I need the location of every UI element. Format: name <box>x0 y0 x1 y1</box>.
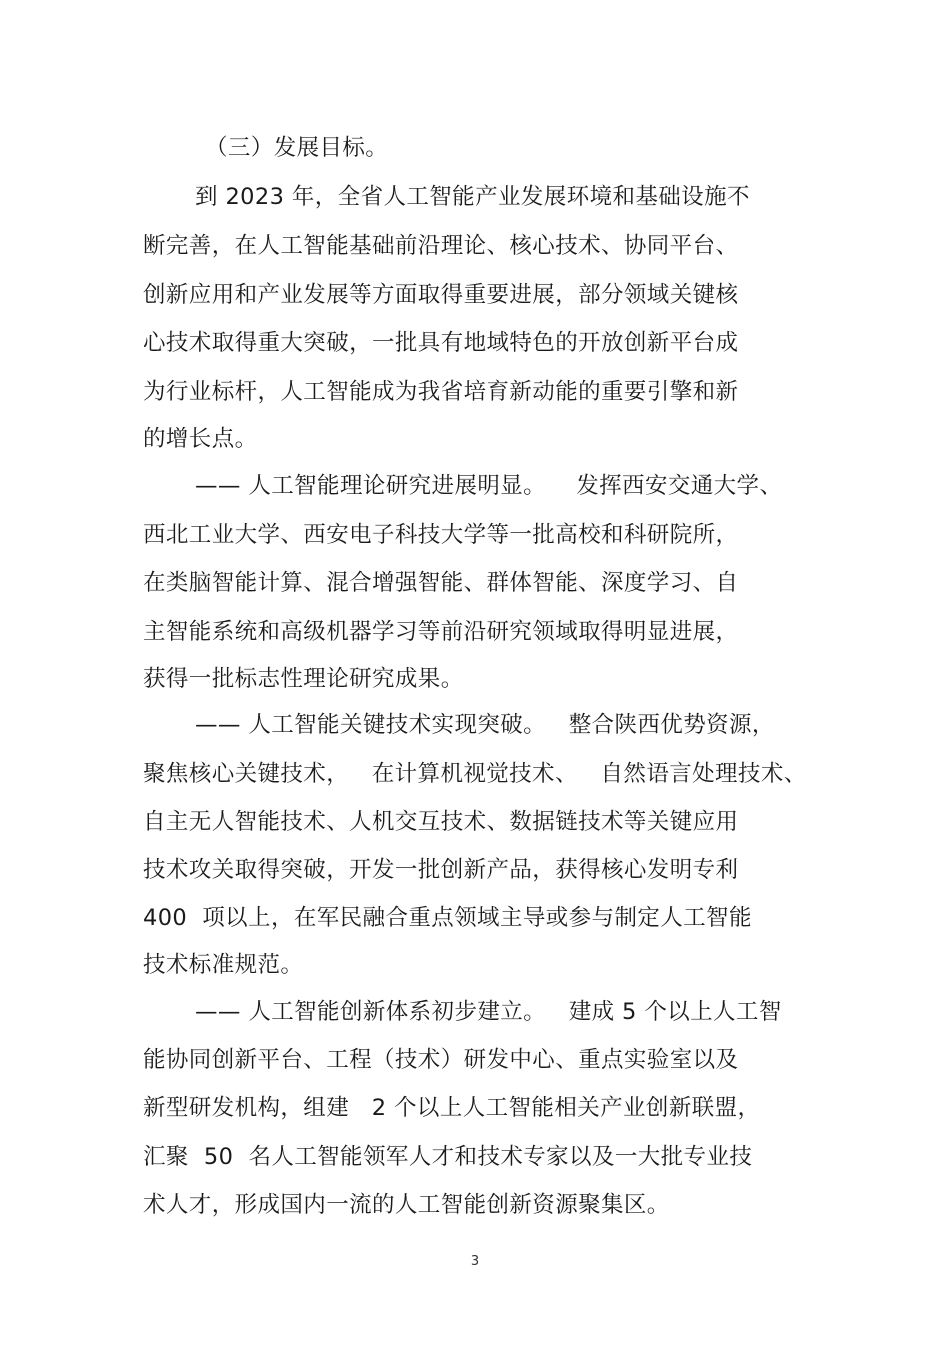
paragraph-line: —— 人工智能关键技术实现突破。 整合陕西优势资源， <box>195 712 775 738</box>
paragraph-line: 汇聚 50 名人工智能领军人才和技术专家以及一大批专业技 <box>143 1144 753 1170</box>
paragraph-line: 在类脑智能计算、混合增强智能、群体智能、深度学习、自 <box>143 570 739 596</box>
section-heading: （三）发展目标。 <box>205 135 389 161</box>
paragraph-line: 断完善，在人工智能基础前沿理论、核心技术、协同平台、 <box>143 233 739 259</box>
paragraph-line: 新型研发机构，组建 2 个以上人工智能相关产业创新联盟， <box>143 1095 761 1121</box>
paragraph-line: 自主无人智能技术、人机交互技术、数据链技术等关键应用 <box>143 809 739 835</box>
paragraph-line: 术人才，形成国内一流的人工智能创新资源聚集区。 <box>143 1192 670 1218</box>
paragraph-line: 技术攻关取得突破，开发一批创新产品，获得核心发明专利 <box>143 857 739 883</box>
page-number: 3 <box>470 1254 480 1269</box>
paragraph-line: 主智能系统和高级机器学习等前沿研究领域取得明显进展， <box>143 619 739 645</box>
paragraph-line: 的增长点。 <box>143 426 258 452</box>
paragraph-line: 能协同创新平台、工程（技术）研发中心、重点实验室以及 <box>143 1047 739 1073</box>
paragraph-line: —— 人工智能理论研究进展明显。 发挥西安交通大学、 <box>195 473 783 499</box>
paragraph-line: 聚焦核心关键技术， 在计算机视觉技术、 自然语言处理技术、 <box>143 761 807 787</box>
paragraph-line: 创新应用和产业发展等方面取得重要进展，部分领域关键核 <box>143 282 739 308</box>
paragraph-line: 西北工业大学、西安电子科技大学等一批高校和科研院所， <box>143 522 739 548</box>
paragraph-line: —— 人工智能创新体系初步建立。 建成 5 个以上人工智 <box>195 999 782 1025</box>
paragraph-line: 获得一批标志性理论研究成果。 <box>143 666 464 692</box>
paragraph-line: 技术标准规范。 <box>143 952 304 978</box>
paragraph-line: 为行业标杆，人工智能成为我省培育新动能的重要引擎和新 <box>143 379 739 405</box>
paragraph-line: 心技术取得重大突破，一批具有地域特色的开放创新平台成 <box>143 330 739 356</box>
paragraph-line: 到 2023 年，全省人工智能产业发展环境和基础设施不 <box>195 184 750 210</box>
paragraph-line: 400 项以上，在军民融合重点领域主导或参与制定人工智能 <box>143 905 752 931</box>
